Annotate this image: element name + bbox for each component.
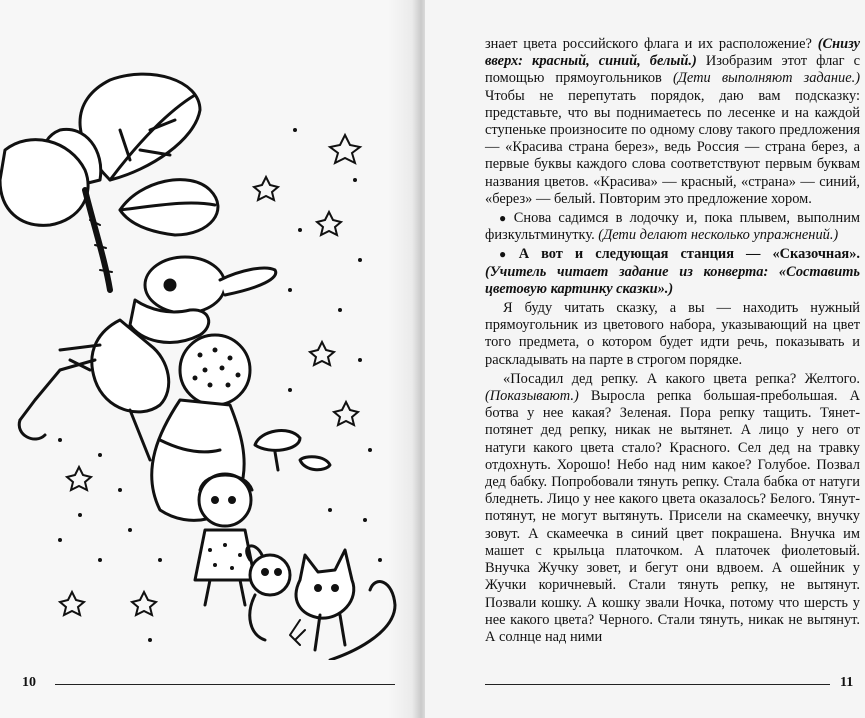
footer-rule-right bbox=[485, 684, 830, 685]
text-run: Чтобы не перепутать порядок, даю вам подсказку: представьте, что вы поднимаетесь по лесенке и на каждой ступеньке произносите по одному слову такого предложения — «Красива страна берез», ведь Россия — страна берез, а первые буквы каждого слова соответствуют первым буквам названия цветов. «Красива» — красный, «страна» — синий, «берез» — белый. Повторим это предложение хором. bbox=[485, 87, 860, 207]
dog-figure bbox=[247, 546, 290, 640]
page-number-left: 10 bbox=[22, 675, 36, 690]
text-run: «Посадил дед репку. А какого цвета репка? Желтого. bbox=[503, 370, 860, 387]
text-run: Изобразим этот флаг с помощью прямоугольников bbox=[485, 53, 860, 87]
turnip-tale-illustration bbox=[0, 60, 420, 660]
left-page bbox=[0, 0, 425, 718]
text-run-italic: (Дети делают несколько упражнений.) bbox=[598, 227, 839, 244]
right-page bbox=[425, 0, 865, 718]
text-run: Выросла репка большая-пребольшая. А ботва у нее какая? Зеленая. Пора репку тащить. Тянет-потянет дед репку, никак не вытянет. А лицо у него от натуги какого цвета стало? Красного. Сел дед на травку отдохнуть. Хорошо! Небо над ним какое? Голубое. Позвал дед бабку. Попробовали тянуть репку. Стала бабка от натуги бледнеть. Лицо у нее какого цвета оказалось? Белого. Тянут-потянут, не могут вытянуть. Присели на скамеечку, внучку зовут. А скамеечка в синий цвет покрашена. Внучка им машет с крыльца платочком. А платочек фиолетовый. Внучка Жучку зовет, и бегут они вдвоем. А ошейник у Жучки коричневый. Стали тянуть репку, не вытянут. Позвали кошку. А кошку звали Ночка, потому что шерсть у нее какого цвета? Черного. Стали тянуть, никак не вытянут. А солнце над ними bbox=[485, 388, 860, 645]
paragraph-boat bbox=[485, 210, 860, 244]
text-run-italic: (Учитель читает задание из конверта: «Составить цветовую картинку сказки».) bbox=[485, 263, 860, 297]
text-run: А вот и следующая станция — «Сказочная». bbox=[518, 246, 860, 263]
footer-rule-left bbox=[55, 684, 395, 685]
page-number-right: 11 bbox=[840, 675, 854, 690]
mushroom bbox=[255, 431, 330, 470]
cat-figure bbox=[290, 550, 354, 650]
paragraph-instructions: Я буду читать сказку, а вы — находить нужный прямоугольник из цветового набора, указывающий на цвет того предмета, о котором будет идти речь, показывать и раскладывать на парте в строгом порядке. bbox=[485, 300, 860, 368]
text-run-italic: (Дети выполняют задание.) bbox=[672, 70, 860, 87]
paragraph-tale bbox=[485, 371, 860, 646]
bullet-icon: ● bbox=[499, 211, 510, 226]
granddaughter-figure bbox=[195, 474, 255, 605]
paragraph-flag bbox=[485, 36, 860, 208]
text-run-italic: (Снизу вверх: красный, синий, белый.) bbox=[485, 36, 860, 70]
text-run: Снова садимся в лодочку и, пока плывем, выполним физкультминутку. bbox=[485, 210, 861, 244]
text-run: знает цвета российского флага и их расположение? bbox=[485, 36, 818, 52]
bullet-icon: ● bbox=[499, 247, 515, 262]
text-run-italic: (Показывают.) bbox=[485, 388, 579, 405]
paragraph-station bbox=[485, 246, 860, 298]
body-text bbox=[485, 36, 860, 648]
